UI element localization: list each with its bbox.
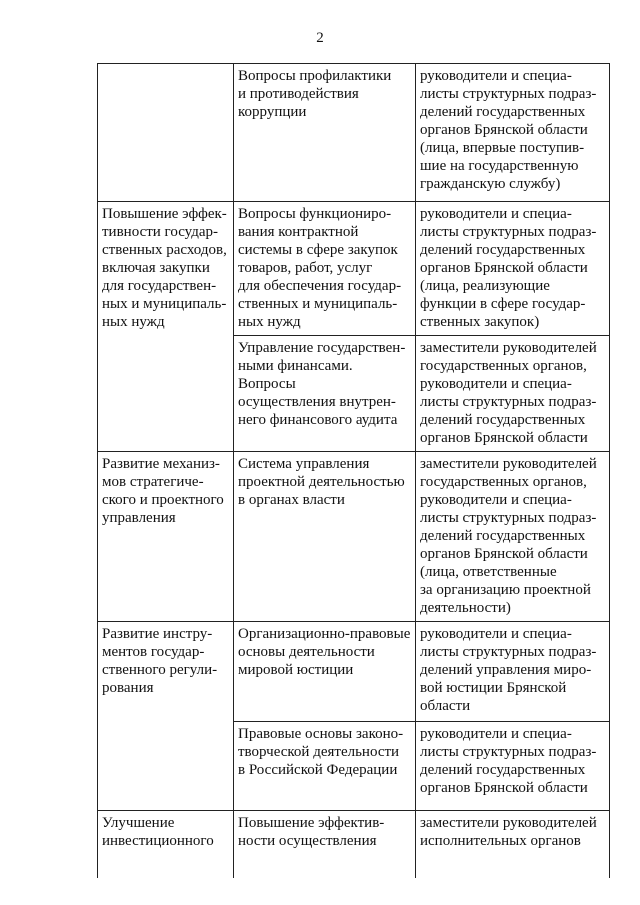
- section-cell: Развитие инстру- ментов государ- ственного регули- рования: [98, 622, 234, 811]
- audience-cell: заместители руководителей государственных органов, руководители и специа- листы структурных подраз- делений государственных органов Брянской области (лица, ответственные за организацию проектной деятельности): [416, 452, 610, 622]
- table-row: [98, 811, 610, 879]
- topic-cell: Система управления проектной деятельностью в органах власти: [234, 452, 416, 622]
- topic-cell: Вопросы функциониро- вания контрактной системы в сфере закупок товаров, работ, услуг для обеспечения государ- ственных и муниципаль- ных нужд: [234, 202, 416, 336]
- audience-cell: заместители руководителей государственных органов, руководители и специа- листы структурных подраз- делений государственных органов Брянской области: [416, 336, 610, 452]
- audience-cell: руководители и специа- листы структурных подраз- делений государственных органов Брянской области: [416, 722, 610, 811]
- section-cell: Улучшение инвестиционного: [98, 811, 234, 879]
- section-cell: [98, 64, 234, 202]
- audience-cell: руководители и специа- листы структурных подраз- делений государственных органов Брянской области (лица, реализующие функции в сфере государ- ственных закупок): [416, 202, 610, 336]
- page-number: 2: [316, 30, 324, 46]
- section-cell: Развитие механиз- мов стратегиче- ского и проектного управления: [98, 452, 234, 622]
- table-row: [98, 64, 610, 202]
- table-row: [98, 202, 610, 336]
- topic-cell: Управление государствен- ными финансами. Вопросы осуществления внутрен- него финансового аудита: [234, 336, 416, 452]
- table-row: [98, 452, 610, 622]
- topic-cell: Правовые основы законо- творческой деятельности в Российской Федерации: [234, 722, 416, 811]
- training-program-table: [97, 63, 610, 878]
- topic-cell: Повышение эффектив- ности осуществления: [234, 811, 416, 879]
- audience-cell: руководители и специа- листы структурных подраз- делений государственных органов Брянской области (лица, впервые поступив- шие на государственную гражданскую службу): [416, 64, 610, 202]
- audience-cell: заместители руководителей исполнительных органов: [416, 811, 610, 879]
- audience-cell: руководители и специа- листы структурных подраз- делений управления миро- вой юстиции Брянской области: [416, 622, 610, 722]
- topic-cell: Организационно-правовые основы деятельности мировой юстиции: [234, 622, 416, 722]
- table-row: [98, 622, 610, 722]
- section-cell: Повышение эффек- тивности государ- ственных расходов, включая закупки для государствен- ных и муниципаль- ных нужд: [98, 202, 234, 452]
- topic-cell: Вопросы профилактики и противодействия коррупции: [234, 64, 416, 202]
